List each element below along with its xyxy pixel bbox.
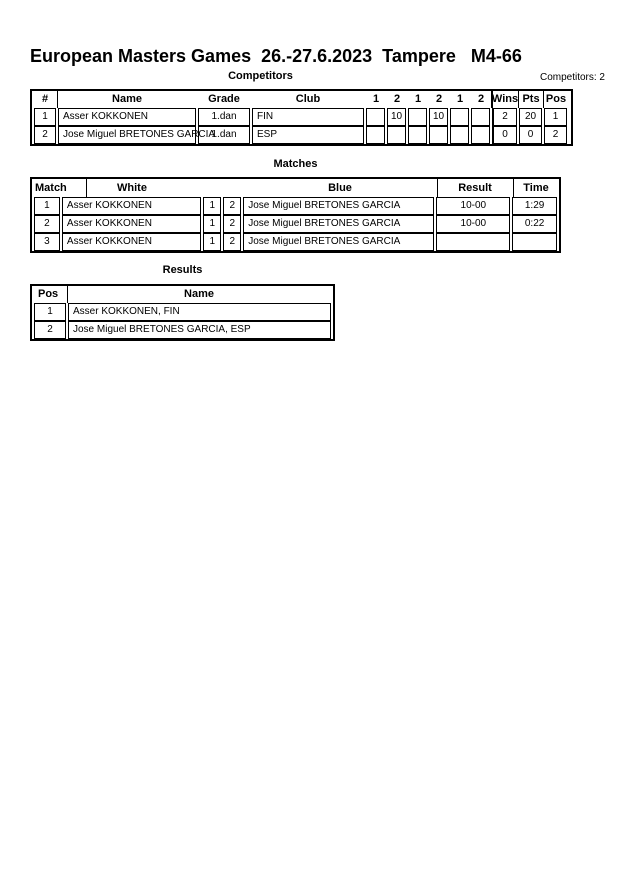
white-competitor-name: Asser KOKKONEN xyxy=(62,233,201,251)
column-separator xyxy=(518,91,519,108)
result-position: 1 xyxy=(34,303,66,321)
header-time: Time xyxy=(523,182,549,194)
match-time: 0:22 xyxy=(512,215,557,233)
score-cell: 10 xyxy=(429,108,448,126)
matches-section-title: Matches xyxy=(273,158,318,170)
column-separator xyxy=(57,91,58,108)
blue-competitor-name: Jose Miguel BRETONES GARCIA xyxy=(243,233,434,251)
result-name: Jose Miguel BRETONES GARCIA, ESP xyxy=(68,321,331,339)
competitor-wins: 0 xyxy=(492,126,517,144)
score-cell xyxy=(429,126,448,144)
score-cell xyxy=(450,126,469,144)
competitor-grade: 1.dan xyxy=(198,108,250,126)
competitors-count: Competitors: 2 xyxy=(539,72,605,83)
match-number: 2 xyxy=(34,215,60,233)
white-competitor-name: Asser KOKKONEN xyxy=(62,197,201,215)
column-separator xyxy=(67,286,68,303)
competitor-points: 0 xyxy=(519,126,542,144)
match-row xyxy=(32,233,559,251)
result-position: 2 xyxy=(34,321,66,339)
score-cell xyxy=(471,108,490,126)
competitors-table xyxy=(30,89,573,146)
competitor-position: 2 xyxy=(544,126,567,144)
match-time xyxy=(512,233,557,251)
results-table-header xyxy=(32,286,333,303)
header-pts: Pts xyxy=(522,93,540,105)
header-wins: Wins xyxy=(491,93,519,105)
result-row xyxy=(32,321,333,339)
column-separator xyxy=(86,179,87,197)
match-number: 3 xyxy=(34,233,60,251)
result-name: Asser KOKKONEN, FIN xyxy=(68,303,331,321)
column-separator xyxy=(513,179,514,197)
matches-table xyxy=(30,177,561,253)
header-blue: Blue xyxy=(328,182,352,194)
blue-competitor-number: 2 xyxy=(223,233,241,251)
results-section-title: Results xyxy=(162,264,203,276)
header-score-2: 2 xyxy=(393,93,401,105)
competitor-club: FIN xyxy=(252,108,364,126)
score-cell xyxy=(408,108,427,126)
score-cell xyxy=(366,126,385,144)
header-score-1: 1 xyxy=(372,93,380,105)
competitor-row xyxy=(32,108,571,126)
white-competitor-number: 1 xyxy=(203,197,221,215)
header-pos: Pos xyxy=(545,93,567,105)
header-name: Name xyxy=(112,93,142,105)
result-row xyxy=(32,303,333,321)
blue-competitor-name: Jose Miguel BRETONES GARCIA xyxy=(243,197,434,215)
competitor-name: Jose Miguel BRETONES GARCIA xyxy=(58,126,196,144)
competitor-club: ESP xyxy=(252,126,364,144)
score-cell xyxy=(408,126,427,144)
header-score-5: 1 xyxy=(456,93,464,105)
header-score-4: 2 xyxy=(435,93,443,105)
competitors-table-header xyxy=(32,91,571,108)
header-grade: Grade xyxy=(208,93,240,105)
header-club: Club xyxy=(295,93,321,105)
header-score-3: 1 xyxy=(414,93,422,105)
matches-table-header xyxy=(32,179,559,197)
score-cell xyxy=(471,126,490,144)
blue-competitor-name: Jose Miguel BRETONES GARCIA xyxy=(243,215,434,233)
match-row xyxy=(32,197,559,215)
white-competitor-name: Asser KOKKONEN xyxy=(62,215,201,233)
match-row xyxy=(32,215,559,233)
score-cell xyxy=(387,126,406,144)
match-result: 10-00 xyxy=(436,215,510,233)
competitor-row xyxy=(32,126,571,144)
score-cell xyxy=(450,108,469,126)
column-separator xyxy=(437,179,438,197)
column-separator xyxy=(543,91,544,108)
white-competitor-number: 1 xyxy=(203,215,221,233)
blue-competitor-number: 2 xyxy=(223,197,241,215)
match-time: 1:29 xyxy=(512,197,557,215)
blue-competitor-number: 2 xyxy=(223,215,241,233)
header-number: # xyxy=(41,93,49,105)
competitor-wins: 2 xyxy=(492,108,517,126)
header-name: Name xyxy=(184,288,214,300)
competitor-grade: 1.dan xyxy=(198,126,250,144)
competitor-name: Asser KOKKONEN xyxy=(58,108,196,126)
competitor-number: 1 xyxy=(34,108,56,126)
results-table xyxy=(30,284,335,341)
competitor-position: 1 xyxy=(544,108,567,126)
white-competitor-number: 1 xyxy=(203,233,221,251)
score-cell xyxy=(366,108,385,126)
page-title: European Masters Games 26.-27.6.2023 Tampere M4-66 xyxy=(30,46,522,66)
match-result: 10-00 xyxy=(436,197,510,215)
match-result xyxy=(436,233,510,251)
header-result: Result xyxy=(458,182,492,194)
header-score-6: 2 xyxy=(477,93,485,105)
header-pos: Pos xyxy=(38,288,59,300)
header-white: White xyxy=(117,182,147,194)
match-number: 1 xyxy=(34,197,60,215)
header-match: Match xyxy=(35,182,67,194)
competitor-points: 20 xyxy=(519,108,542,126)
competitor-number: 2 xyxy=(34,126,56,144)
score-cell: 10 xyxy=(387,108,406,126)
competitors-section-title: Competitors xyxy=(228,70,293,82)
